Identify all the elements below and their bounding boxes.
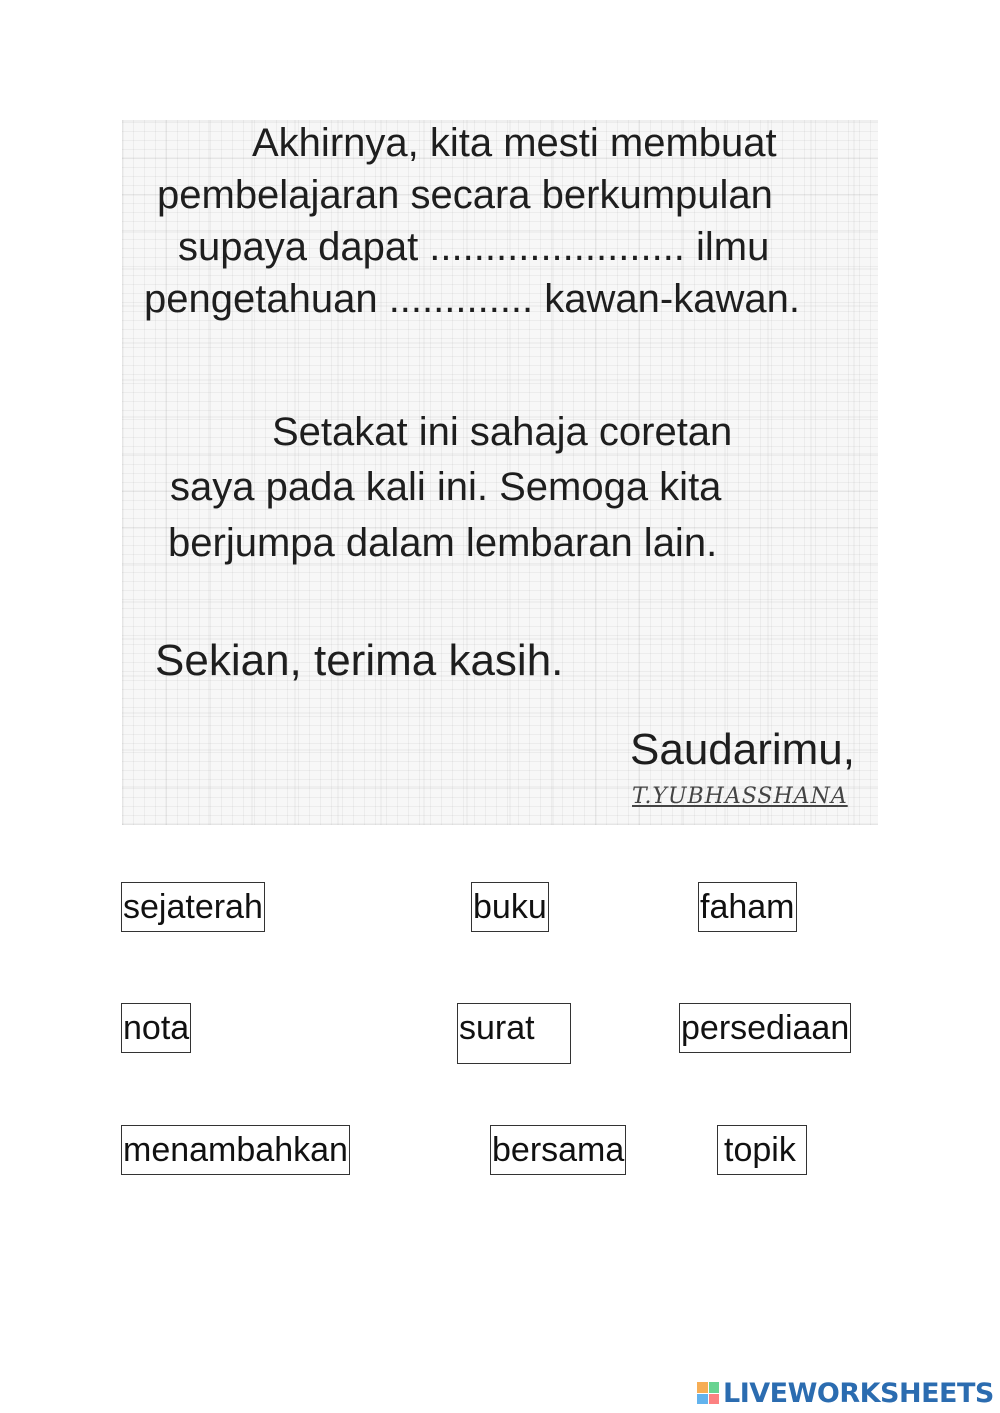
word-option-menambahkan[interactable]: menambahkan [121, 1125, 350, 1175]
word-option-faham[interactable]: faham [698, 882, 797, 932]
liveworksheets-logo [697, 1378, 994, 1408]
letter-line: berjumpa dalam lembaran lain. [168, 521, 718, 565]
letter-line: supaya dapat ....................... ilmu [178, 225, 770, 269]
brand-name: LIVEWORKSHEETS [723, 1377, 994, 1409]
word-option-nota[interactable]: nota [121, 1003, 191, 1053]
word-option-buku[interactable]: buku [471, 882, 549, 932]
logo-mark-icon [697, 1382, 719, 1404]
signature: T.YUBHASSHANA [632, 784, 848, 809]
letter-line: pembelajaran secara berkumpulan [157, 173, 773, 217]
signoff-text: Saudarimu, [630, 725, 856, 774]
closing-text: Sekian, terima kasih. [155, 636, 564, 685]
word-option-topik[interactable]: topik [717, 1125, 807, 1175]
word-option-surat[interactable]: surat [457, 1003, 571, 1064]
letter-line: pengetahuan ............. kawan-kawan. [144, 277, 800, 321]
letter-line: Setakat ini sahaja coretan [272, 410, 733, 454]
letter-line: Akhirnya, kita mesti membuat [252, 121, 777, 165]
word-option-persediaan[interactable]: persediaan [679, 1003, 851, 1053]
word-option-sejaterah[interactable]: sejaterah [121, 882, 265, 932]
letter-line: saya pada kali ini. Semoga kita [170, 465, 722, 509]
word-option-bersama[interactable]: bersama [490, 1125, 626, 1175]
